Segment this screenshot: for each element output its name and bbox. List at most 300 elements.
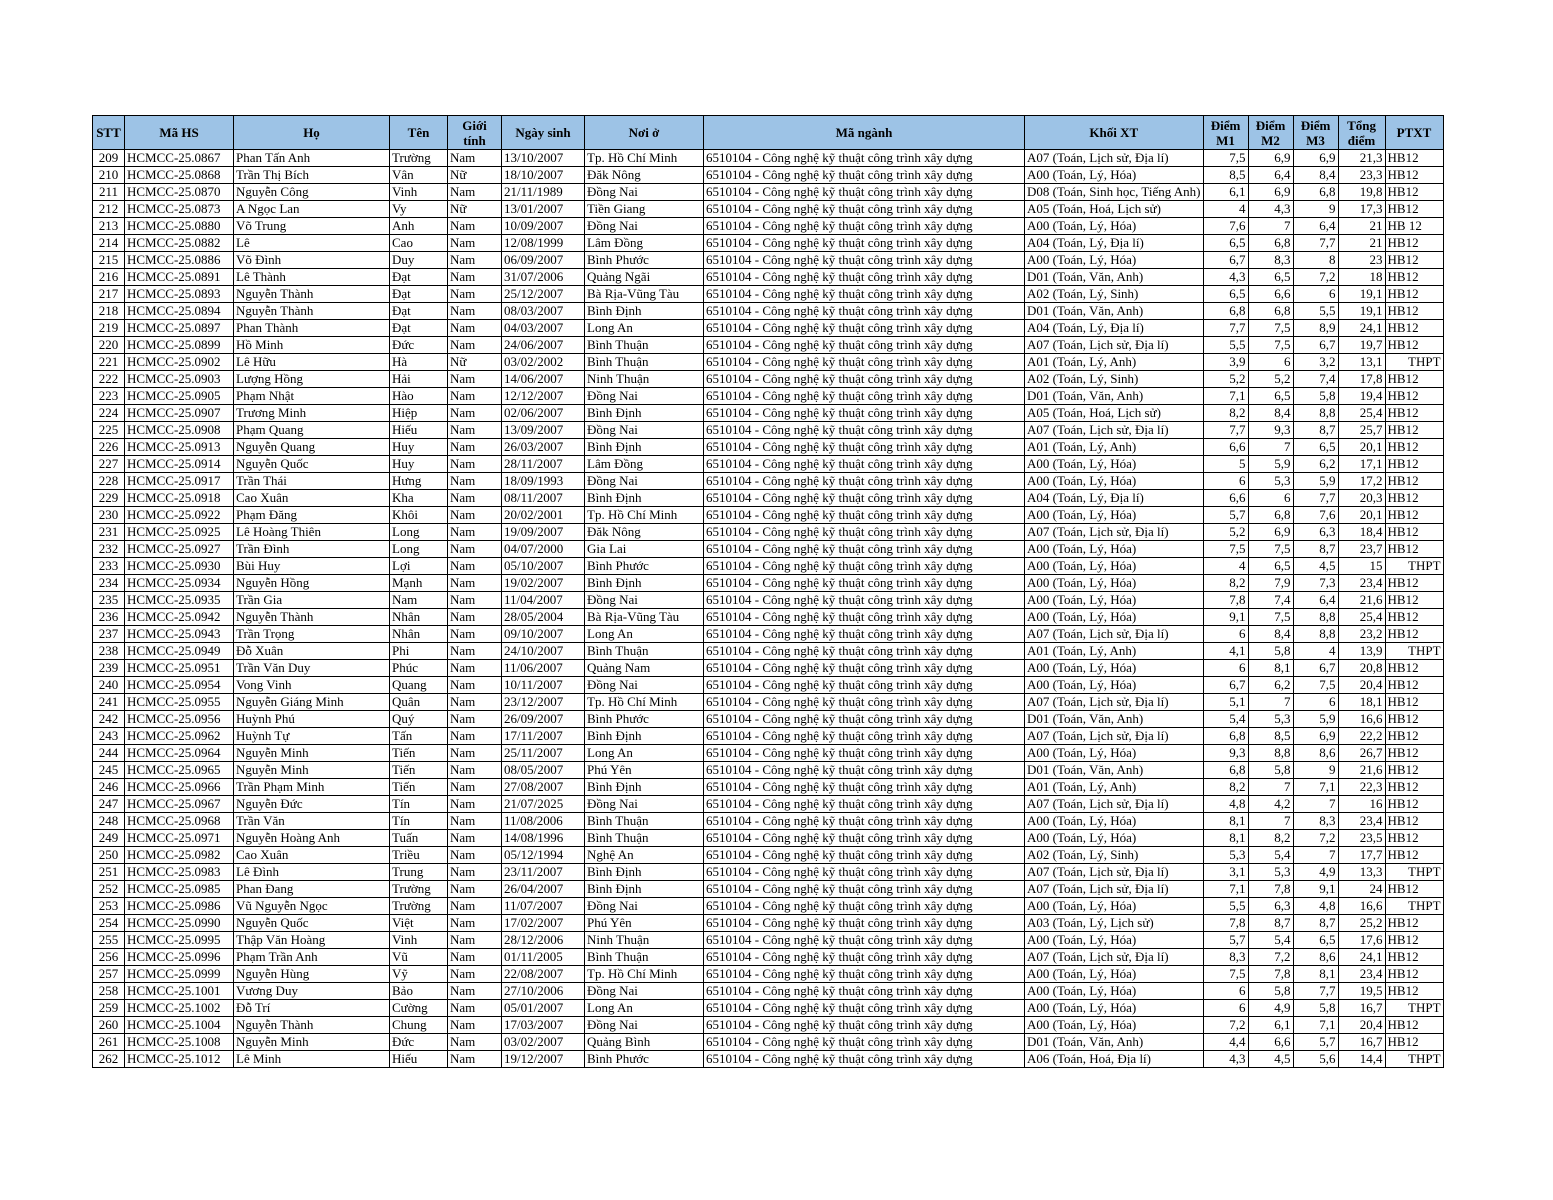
khoi-xt-cell: A00 (Toán, Lý, Hóa) [1025,541,1204,558]
ptxt-cell: HB12 [1385,303,1443,320]
ho-cell: Nguyễn Quốc [234,915,390,932]
gioi-tinh-cell: Nam [448,1017,502,1034]
ho-cell: Phan Thành [234,320,390,337]
diem-m3-cell: 9 [1293,201,1338,218]
diem-m2-cell: 7,8 [1248,966,1293,983]
stt-cell: 231 [93,524,125,541]
stt-cell: 248 [93,813,125,830]
diem-m3-cell: 7,1 [1293,779,1338,796]
tong-diem-cell: 23 [1338,252,1385,269]
diem-m1-cell: 9,1 [1203,609,1248,626]
diem-m3-cell: 5,8 [1293,1000,1338,1017]
diem-m2-cell: 6,5 [1248,269,1293,286]
diem-m2-cell: 8,3 [1248,252,1293,269]
ngay-sinh-cell: 05/12/1994 [502,847,585,864]
noi-o-cell: Bình Thuận [585,813,704,830]
ma-hs-cell: HCMCC-25.0880 [125,218,234,235]
ma-nganh-cell: 6510104 - Công nghệ kỹ thuật công trình xây dựng [704,269,1025,286]
ten-cell: Cường [390,1000,448,1017]
khoi-xt-cell: A07 (Toán, Lịch sử, Địa lí) [1025,626,1204,643]
noi-o-cell: Bình Phước [585,252,704,269]
diem-m3-cell: 6,9 [1293,150,1338,167]
ptxt-cell: HB12 [1385,235,1443,252]
diem-m1-cell: 6,1 [1203,184,1248,201]
ma-nganh-cell: 6510104 - Công nghệ kỹ thuật công trình xây dựng [704,150,1025,167]
ho-cell: Thập Văn Hoàng [234,932,390,949]
noi-o-cell: Nghệ An [585,847,704,864]
ma-nganh-cell: 6510104 - Công nghệ kỹ thuật công trình xây dựng [704,303,1025,320]
noi-o-cell: Bình Định [585,490,704,507]
ten-cell: Hiếu [390,1051,448,1068]
table-row [93,626,1444,643]
ptxt-cell: HB12 [1385,371,1443,388]
diem-m3-cell: 7,4 [1293,371,1338,388]
ma-nganh-cell: 6510104 - Công nghệ kỹ thuật công trình xây dựng [704,405,1025,422]
diem-m3-cell: 5,5 [1293,303,1338,320]
ho-cell: Nguyễn Công [234,184,390,201]
gioi-tinh-cell: Nam [448,405,502,422]
gioi-tinh-cell: Nam [448,371,502,388]
ma-hs-cell: HCMCC-25.0985 [125,881,234,898]
ptxt-cell: HB12 [1385,779,1443,796]
ma-nganh-cell: 6510104 - Công nghệ kỹ thuật công trình xây dựng [704,966,1025,983]
tong-diem-cell: 16 [1338,796,1385,813]
ngay-sinh-cell: 05/01/2007 [502,1000,585,1017]
gioi-tinh-cell: Nam [448,524,502,541]
noi-o-cell: Phú Yên [585,762,704,779]
gioi-tinh-cell: Nam [448,252,502,269]
tong-diem-cell: 17,1 [1338,456,1385,473]
tong-diem-cell: 23,2 [1338,626,1385,643]
ten-cell: Anh [390,218,448,235]
stt-cell: 252 [93,881,125,898]
diem-m1-cell: 8,2 [1203,779,1248,796]
ngay-sinh-cell: 23/12/2007 [502,694,585,711]
diem-m1-cell: 9,3 [1203,745,1248,762]
diem-m2-cell: 8,8 [1248,745,1293,762]
ten-cell: Nam [390,592,448,609]
ten-cell: Trường [390,898,448,915]
ma-nganh-cell: 6510104 - Công nghệ kỹ thuật công trình xây dựng [704,252,1025,269]
table-row [93,762,1444,779]
ma-hs-cell: HCMCC-25.0962 [125,728,234,745]
ptxt-cell: HB 12 [1385,218,1443,235]
stt-cell: 256 [93,949,125,966]
table-row [93,235,1444,252]
diem-m2-cell: 6 [1248,354,1293,371]
stt-cell: 226 [93,439,125,456]
ptxt-cell: HB12 [1385,337,1443,354]
khoi-xt-cell: A02 (Toán, Lý, Sinh) [1025,847,1204,864]
stt-cell: 242 [93,711,125,728]
tong-diem-cell: 25,7 [1338,422,1385,439]
diem-m3-cell: 6,4 [1293,592,1338,609]
khoi-xt-cell: A00 (Toán, Lý, Hóa) [1025,1017,1204,1034]
ho-cell: Lượng Hồng [234,371,390,388]
ptxt-cell: HB12 [1385,184,1443,201]
ho-cell: Trần Thái [234,473,390,490]
stt-cell: 229 [93,490,125,507]
ho-cell: Nguyễn Thành [234,609,390,626]
diem-m1-cell: 4,3 [1203,269,1248,286]
ma-nganh-cell: 6510104 - Công nghệ kỹ thuật công trình xây dựng [704,728,1025,745]
diem-m2-cell: 8,1 [1248,660,1293,677]
gioi-tinh-cell: Nữ [448,167,502,184]
ma-nganh-cell: 6510104 - Công nghệ kỹ thuật công trình xây dựng [704,371,1025,388]
table-row [93,1034,1444,1051]
ma-hs-cell: HCMCC-25.0913 [125,439,234,456]
diem-m2-cell: 6,5 [1248,388,1293,405]
khoi-xt-cell: A00 (Toán, Lý, Hóa) [1025,966,1204,983]
ngay-sinh-cell: 19/09/2007 [502,524,585,541]
ho-cell: Nguyễn Quốc [234,456,390,473]
ngay-sinh-cell: 26/03/2007 [502,439,585,456]
diem-m2-cell: 4,9 [1248,1000,1293,1017]
tong-diem-cell: 16,7 [1338,1034,1385,1051]
ma-hs-cell: HCMCC-25.0990 [125,915,234,932]
ten-cell: Kha [390,490,448,507]
stt-cell: 255 [93,932,125,949]
ma-hs-cell: HCMCC-25.0925 [125,524,234,541]
stt-cell: 246 [93,779,125,796]
khoi-xt-cell: A00 (Toán, Lý, Hóa) [1025,558,1204,575]
tong-diem-cell: 18 [1338,269,1385,286]
ptxt-cell: HB12 [1385,524,1443,541]
ngay-sinh-cell: 02/06/2007 [502,405,585,422]
noi-o-cell: Đăk Nông [585,524,704,541]
ma-hs-cell: HCMCC-25.0956 [125,711,234,728]
noi-o-cell: Bình Định [585,881,704,898]
diem-m2-cell: 5,8 [1248,643,1293,660]
ho-cell: Lê Thành [234,269,390,286]
ho-cell: Cao Xuân [234,490,390,507]
ngay-sinh-cell: 12/08/1999 [502,235,585,252]
diem-m2-cell: 4,2 [1248,796,1293,813]
header-ptxt: PTXT [1385,116,1443,150]
ngay-sinh-cell: 27/10/2006 [502,983,585,1000]
table-row [93,269,1444,286]
ma-nganh-cell: 6510104 - Công nghệ kỹ thuật công trình xây dựng [704,609,1025,626]
ho-cell: Cao Xuân [234,847,390,864]
ho-cell: Nguyễn Đức [234,796,390,813]
diem-m1-cell: 6,7 [1203,252,1248,269]
ma-nganh-cell: 6510104 - Công nghệ kỹ thuật công trình xây dựng [704,167,1025,184]
diem-m2-cell: 5,3 [1248,864,1293,881]
gioi-tinh-cell: Nam [448,745,502,762]
diem-m3-cell: 5,9 [1293,473,1338,490]
diem-m3-cell: 6 [1293,694,1338,711]
noi-o-cell: Bình Định [585,728,704,745]
gioi-tinh-cell: Nữ [448,201,502,218]
tong-diem-cell: 19,1 [1338,286,1385,303]
diem-m1-cell: 5,5 [1203,337,1248,354]
table-row [93,1000,1444,1017]
diem-m3-cell: 8,4 [1293,167,1338,184]
khoi-xt-cell: A00 (Toán, Lý, Hóa) [1025,456,1204,473]
gioi-tinh-cell: Nam [448,558,502,575]
ma-nganh-cell: 6510104 - Công nghệ kỹ thuật công trình xây dựng [704,1000,1025,1017]
ngay-sinh-cell: 28/11/2007 [502,456,585,473]
ho-cell: Lê Hữu [234,354,390,371]
ten-cell: Khôi [390,507,448,524]
ngay-sinh-cell: 26/09/2007 [502,711,585,728]
ptxt-cell: HB12 [1385,660,1443,677]
diem-m1-cell: 7,5 [1203,966,1248,983]
ho-cell: Phạm Đăng [234,507,390,524]
ma-hs-cell: HCMCC-25.0999 [125,966,234,983]
diem-m1-cell: 6,8 [1203,303,1248,320]
table-row [93,218,1444,235]
tong-diem-cell: 23,4 [1338,966,1385,983]
diem-m2-cell: 8,4 [1248,626,1293,643]
ho-cell: Phạm Trần Anh [234,949,390,966]
tong-diem-cell: 25,2 [1338,915,1385,932]
khoi-xt-cell: A01 (Toán, Lý, Anh) [1025,643,1204,660]
diem-m2-cell: 6 [1248,490,1293,507]
stt-cell: 210 [93,167,125,184]
diem-m2-cell: 6,8 [1248,303,1293,320]
diem-m2-cell: 5,8 [1248,983,1293,1000]
diem-m2-cell: 7,8 [1248,881,1293,898]
table-row [93,524,1444,541]
noi-o-cell: Tp. Hồ Chí Minh [585,150,704,167]
diem-m1-cell: 5,2 [1203,524,1248,541]
ma-nganh-cell: 6510104 - Công nghệ kỹ thuật công trình xây dựng [704,779,1025,796]
diem-m1-cell: 5,3 [1203,847,1248,864]
noi-o-cell: Bình Phước [585,1051,704,1068]
tong-diem-cell: 17,2 [1338,473,1385,490]
tong-diem-cell: 21,6 [1338,762,1385,779]
ma-nganh-cell: 6510104 - Công nghệ kỹ thuật công trình xây dựng [704,422,1025,439]
table-row [93,677,1444,694]
tong-diem-cell: 24,1 [1338,320,1385,337]
gioi-tinh-cell: Nam [448,269,502,286]
ma-nganh-cell: 6510104 - Công nghệ kỹ thuật công trình xây dựng [704,473,1025,490]
ma-hs-cell: HCMCC-25.0868 [125,167,234,184]
stt-cell: 228 [93,473,125,490]
ten-cell: Quang [390,677,448,694]
ten-cell: Trường [390,150,448,167]
gioi-tinh-cell: Nam [448,983,502,1000]
ten-cell: Tiến [390,779,448,796]
diem-m1-cell: 8,3 [1203,949,1248,966]
diem-m1-cell: 5,2 [1203,371,1248,388]
ma-hs-cell: HCMCC-25.0955 [125,694,234,711]
ngay-sinh-cell: 28/05/2004 [502,609,585,626]
tong-diem-cell: 24,1 [1338,949,1385,966]
noi-o-cell: Đồng Nai [585,184,704,201]
tong-diem-cell: 23,5 [1338,830,1385,847]
ngay-sinh-cell: 20/02/2001 [502,507,585,524]
diem-m3-cell: 5,7 [1293,1034,1338,1051]
diem-m3-cell: 8,8 [1293,626,1338,643]
diem-m3-cell: 6,9 [1293,728,1338,745]
tong-diem-cell: 25,4 [1338,609,1385,626]
diem-m1-cell: 8,2 [1203,575,1248,592]
diem-m1-cell: 6 [1203,660,1248,677]
gioi-tinh-cell: Nam [448,643,502,660]
diem-m3-cell: 7,1 [1293,1017,1338,1034]
ngay-sinh-cell: 11/08/2006 [502,813,585,830]
ten-cell: Huy [390,439,448,456]
ptxt-cell: HB12 [1385,541,1443,558]
ho-cell: Nguyễn Hùng [234,966,390,983]
ho-cell: Trần Văn [234,813,390,830]
header-ho: Họ [234,116,390,150]
gioi-tinh-cell: Nam [448,881,502,898]
stt-cell: 250 [93,847,125,864]
khoi-xt-cell: A07 (Toán, Lịch sử, Địa lí) [1025,949,1204,966]
gioi-tinh-cell: Nam [448,813,502,830]
ma-nganh-cell: 6510104 - Công nghệ kỹ thuật công trình xây dựng [704,507,1025,524]
gioi-tinh-cell: Nam [448,660,502,677]
table-row [93,354,1444,371]
noi-o-cell: Quảng Ngãi [585,269,704,286]
ten-cell: Huy [390,456,448,473]
diem-m1-cell: 5,1 [1203,694,1248,711]
ten-cell: Nhân [390,626,448,643]
diem-m2-cell: 6,9 [1248,524,1293,541]
stt-cell: 217 [93,286,125,303]
stt-cell: 220 [93,337,125,354]
table-row [93,609,1444,626]
tong-diem-cell: 23,4 [1338,813,1385,830]
ptxt-cell: HB12 [1385,439,1443,456]
diem-m1-cell: 5 [1203,456,1248,473]
ma-hs-cell: HCMCC-25.0894 [125,303,234,320]
ma-nganh-cell: 6510104 - Công nghệ kỹ thuật công trình xây dựng [704,490,1025,507]
diem-m3-cell: 6,4 [1293,218,1338,235]
ptxt-cell: HB12 [1385,405,1443,422]
ho-cell: Bùi Huy [234,558,390,575]
ma-hs-cell: HCMCC-25.0935 [125,592,234,609]
noi-o-cell: Long An [585,626,704,643]
tong-diem-cell: 19,8 [1338,184,1385,201]
diem-m3-cell: 7,7 [1293,490,1338,507]
khoi-xt-cell: D01 (Toán, Văn, Anh) [1025,303,1204,320]
ptxt-cell: HB12 [1385,745,1443,762]
diem-m3-cell: 5,9 [1293,711,1338,728]
ptxt-cell: HB12 [1385,983,1443,1000]
ma-nganh-cell: 6510104 - Công nghệ kỹ thuật công trình xây dựng [704,898,1025,915]
ma-nganh-cell: 6510104 - Công nghệ kỹ thuật công trình xây dựng [704,932,1025,949]
khoi-xt-cell: A00 (Toán, Lý, Hóa) [1025,575,1204,592]
tong-diem-cell: 22,2 [1338,728,1385,745]
stt-cell: 262 [93,1051,125,1068]
diem-m1-cell: 7,6 [1203,218,1248,235]
ma-nganh-cell: 6510104 - Công nghệ kỹ thuật công trình xây dựng [704,626,1025,643]
khoi-xt-cell: A00 (Toán, Lý, Hóa) [1025,660,1204,677]
ptxt-cell: HB12 [1385,949,1443,966]
ngay-sinh-cell: 08/03/2007 [502,303,585,320]
khoi-xt-cell: A07 (Toán, Lịch sử, Địa lí) [1025,881,1204,898]
khoi-xt-cell: A07 (Toán, Lịch sử, Địa lí) [1025,337,1204,354]
tong-diem-cell: 13,1 [1338,354,1385,371]
gioi-tinh-cell: Nam [448,949,502,966]
ngay-sinh-cell: 22/08/2007 [502,966,585,983]
gioi-tinh-cell: Nam [448,626,502,643]
noi-o-cell: Quảng Bình [585,1034,704,1051]
ten-cell: Phúc [390,660,448,677]
table-row [93,507,1444,524]
stt-cell: 243 [93,728,125,745]
stt-cell: 230 [93,507,125,524]
ho-cell: Trần Văn Duy [234,660,390,677]
ngay-sinh-cell: 09/10/2007 [502,626,585,643]
noi-o-cell: Bà Rịa-Vũng Tàu [585,286,704,303]
diem-m1-cell: 7,1 [1203,881,1248,898]
ngay-sinh-cell: 25/12/2007 [502,286,585,303]
ten-cell: Trung [390,864,448,881]
table-row [93,694,1444,711]
table-row [93,711,1444,728]
ptxt-cell: HB12 [1385,473,1443,490]
ma-hs-cell: HCMCC-25.0934 [125,575,234,592]
khoi-xt-cell: A00 (Toán, Lý, Hóa) [1025,677,1204,694]
noi-o-cell: Bình Định [585,405,704,422]
stt-cell: 212 [93,201,125,218]
diem-m2-cell: 7,4 [1248,592,1293,609]
diem-m3-cell: 7,7 [1293,983,1338,1000]
ho-cell: Nguyễn Minh [234,1034,390,1051]
gioi-tinh-cell: Nam [448,490,502,507]
table-row [93,286,1444,303]
ten-cell: Tuấn [390,830,448,847]
ngay-sinh-cell: 18/10/2007 [502,167,585,184]
tong-diem-cell: 17,3 [1338,201,1385,218]
ma-nganh-cell: 6510104 - Công nghệ kỹ thuật công trình xây dựng [704,881,1025,898]
gioi-tinh-cell: Nam [448,235,502,252]
diem-m2-cell: 9,3 [1248,422,1293,439]
khoi-xt-cell: A00 (Toán, Lý, Hóa) [1025,218,1204,235]
ma-hs-cell: HCMCC-25.0873 [125,201,234,218]
tong-diem-cell: 26,7 [1338,745,1385,762]
ten-cell: Đức [390,337,448,354]
noi-o-cell: Bình Thuận [585,643,704,660]
stt-cell: 259 [93,1000,125,1017]
ho-cell: Đỗ Xuân [234,643,390,660]
ptxt-cell: HB12 [1385,269,1443,286]
noi-o-cell: Bình Thuận [585,354,704,371]
ma-hs-cell: HCMCC-25.0903 [125,371,234,388]
stt-cell: 237 [93,626,125,643]
ma-hs-cell: HCMCC-25.0996 [125,949,234,966]
ptxt-cell: THPT [1385,643,1443,660]
ten-cell: Vũ [390,949,448,966]
tong-diem-cell: 21,3 [1338,150,1385,167]
ptxt-cell: HB12 [1385,847,1443,864]
diem-m3-cell: 8,6 [1293,745,1338,762]
stt-cell: 245 [93,762,125,779]
khoi-xt-cell: A00 (Toán, Lý, Hóa) [1025,932,1204,949]
diem-m3-cell: 6,5 [1293,932,1338,949]
diem-m2-cell: 6,1 [1248,1017,1293,1034]
ma-nganh-cell: 6510104 - Công nghệ kỹ thuật công trình xây dựng [704,456,1025,473]
ho-cell: Trần Phạm Minh [234,779,390,796]
table-row [93,201,1444,218]
table-row [93,303,1444,320]
diem-m3-cell: 8,8 [1293,405,1338,422]
ngay-sinh-cell: 14/06/2007 [502,371,585,388]
tong-diem-cell: 20,1 [1338,439,1385,456]
ma-hs-cell: HCMCC-25.1001 [125,983,234,1000]
ho-cell: Huỳnh Tự [234,728,390,745]
diem-m2-cell: 7,9 [1248,575,1293,592]
diem-m1-cell: 7,7 [1203,422,1248,439]
diem-m1-cell: 7,8 [1203,915,1248,932]
khoi-xt-cell: A00 (Toán, Lý, Hóa) [1025,813,1204,830]
stt-cell: 234 [93,575,125,592]
